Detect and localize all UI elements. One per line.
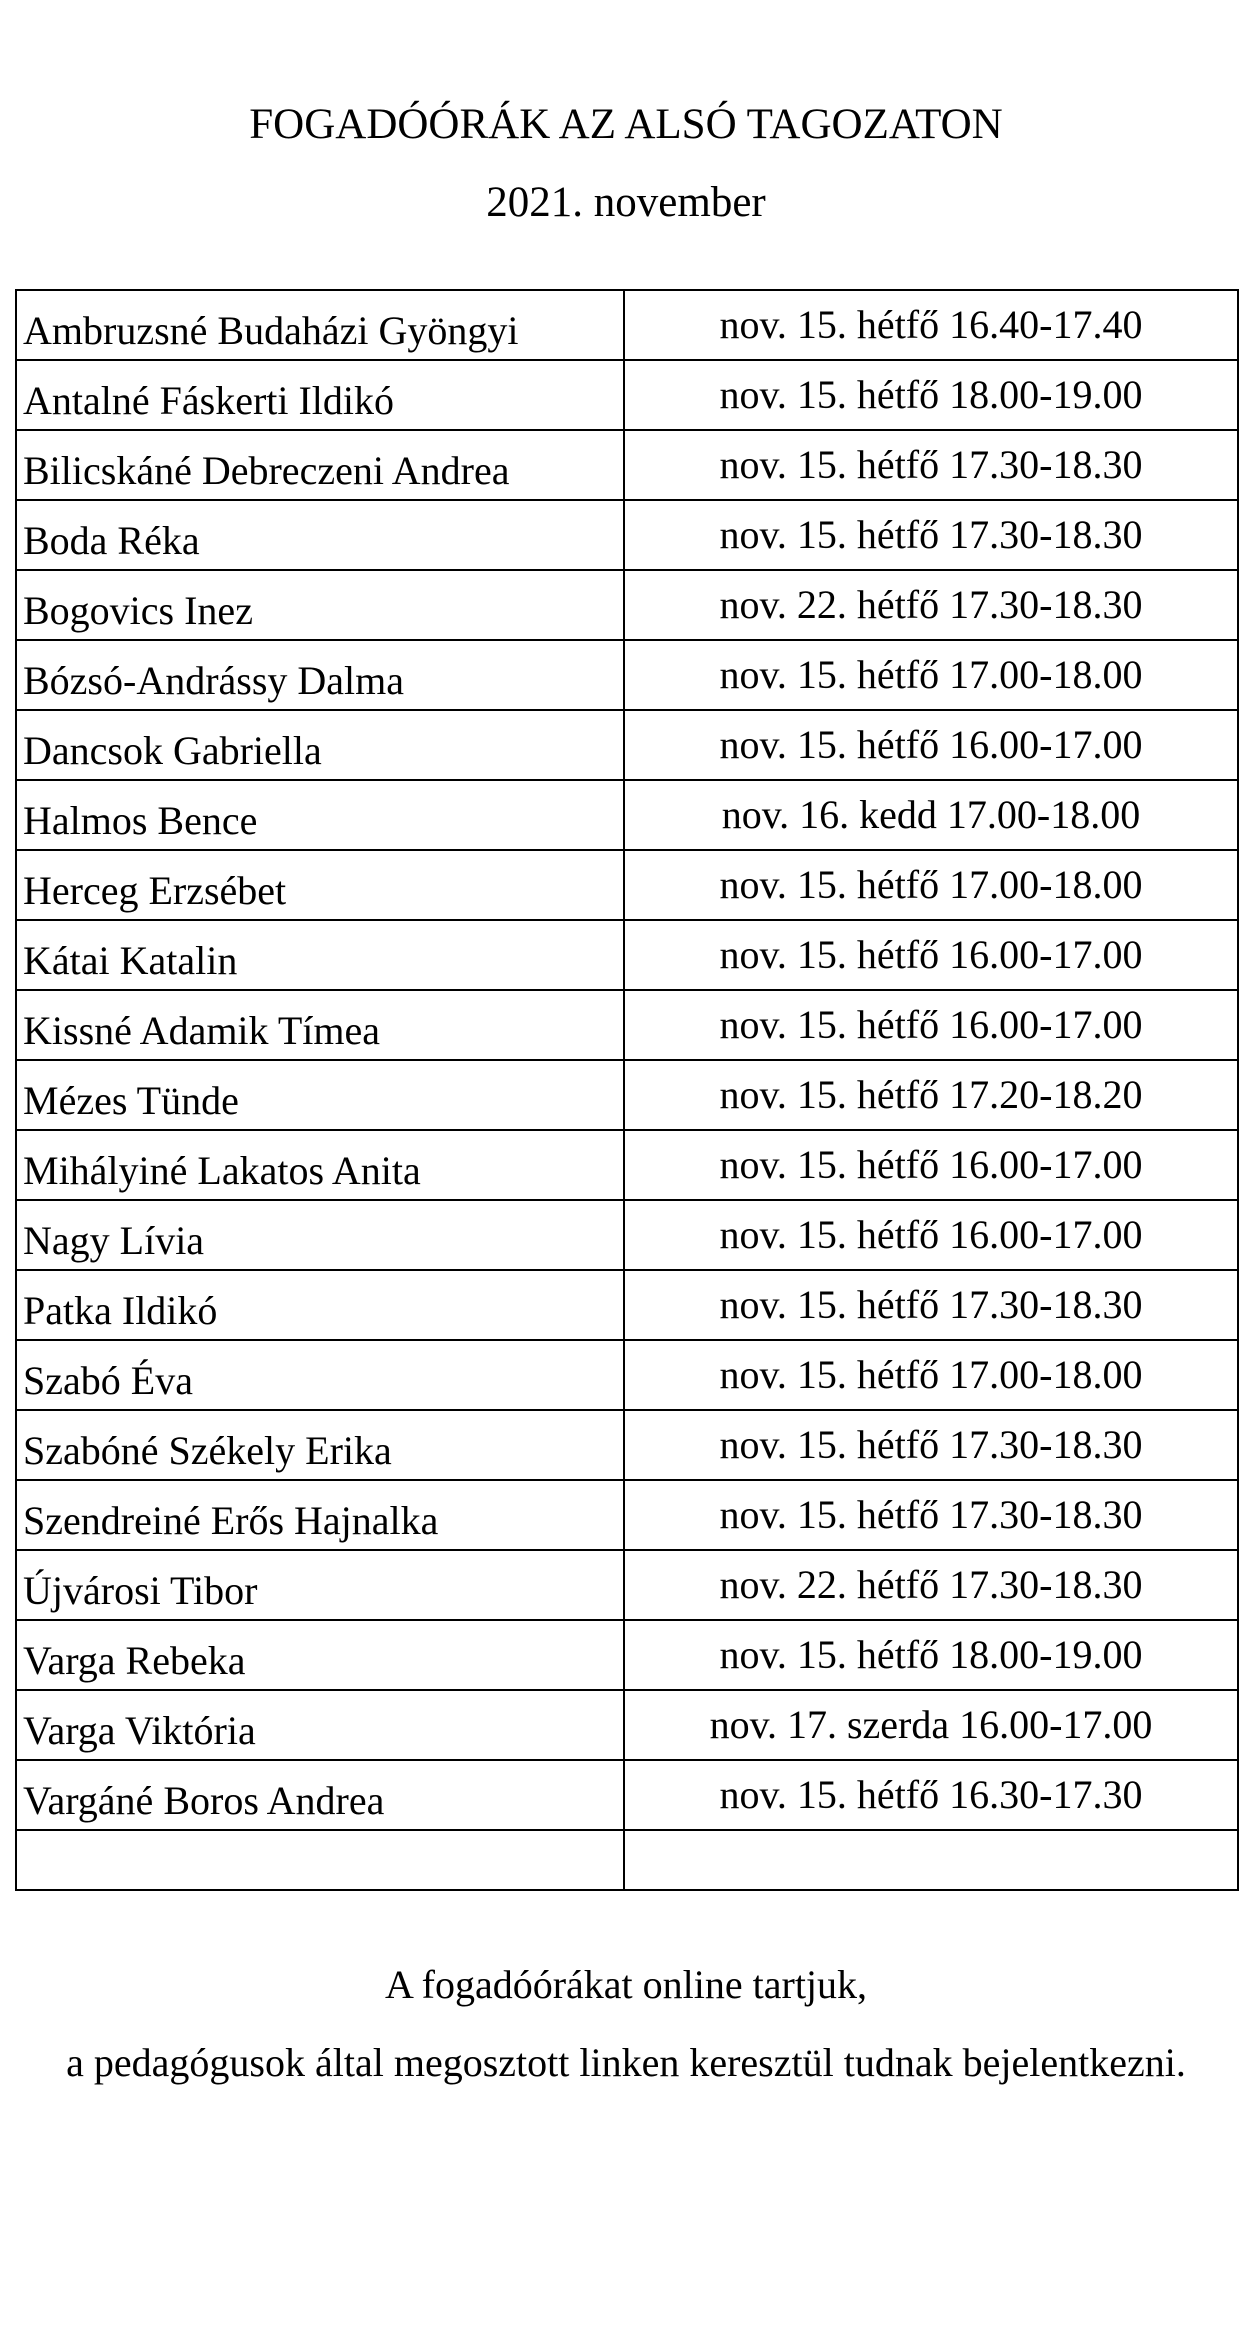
office-hour-time: nov. 15. hétfő 17.00-18.00 [624,1340,1238,1410]
table-row [16,920,1238,990]
office-hour-time: nov. 15. hétfő 17.00-18.00 [624,640,1238,710]
office-hour-time: nov. 15. hétfő 16.00-17.00 [624,1200,1238,1270]
office-hour-time: nov. 15. hétfő 16.40-17.40 [624,290,1238,360]
table-row [16,1480,1238,1550]
teacher-name: Varga Viktória [16,1690,624,1760]
table-row [16,1410,1238,1480]
table-row [16,570,1238,640]
office-hour-time: nov. 15. hétfő 16.00-17.00 [624,990,1238,1060]
teacher-name: Varga Rebeka [16,1620,624,1690]
teacher-name: Mihályiné Lakatos Anita [16,1130,624,1200]
table-row [16,360,1238,430]
teacher-name: Herceg Erzsébet [16,850,624,920]
teacher-name: Halmos Bence [16,780,624,850]
table-row [16,780,1238,850]
empty-cell [624,1830,1238,1890]
office-hour-time: nov. 16. kedd 17.00-18.00 [624,780,1238,850]
table-row [16,640,1238,710]
table-row [16,1760,1238,1830]
teacher-name: Vargáné Boros Andrea [16,1760,624,1830]
office-hour-time: nov. 15. hétfő 18.00-19.00 [624,1620,1238,1690]
teacher-name: Bilicskáné Debreczeni Andrea [16,430,624,500]
table-row [16,710,1238,780]
teacher-name: Nagy Lívia [16,1200,624,1270]
office-hour-time: nov. 22. hétfő 17.30-18.30 [624,570,1238,640]
office-hour-time: nov. 15. hétfő 17.20-18.20 [624,1060,1238,1130]
office-hour-time: nov. 15. hétfő 17.30-18.30 [624,500,1238,570]
document-title: FOGADÓÓRÁK AZ ALSÓ TAGOZATON [249,101,1003,148]
table-row [16,1270,1238,1340]
table-row [16,290,1238,360]
table-row [16,850,1238,920]
teacher-name: Bózsó-Andrássy Dalma [16,640,624,710]
office-hour-time: nov. 15. hétfő 16.00-17.00 [624,920,1238,990]
document-subtitle: 2021. november [486,179,766,226]
office-hour-time: nov. 15. hétfő 17.30-18.30 [624,1410,1238,1480]
empty-cell [16,1830,624,1890]
office-hour-time: nov. 15. hétfő 16.00-17.00 [624,710,1238,780]
schedule-table [15,289,1239,1891]
table-row [16,1200,1238,1270]
teacher-name: Kissné Adamik Tímea [16,990,624,1060]
table-row [16,430,1238,500]
teacher-name: Dancsok Gabriella [16,710,624,780]
office-hour-time: nov. 15. hétfő 16.00-17.00 [624,1130,1238,1200]
teacher-name: Patka Ildikó [16,1270,624,1340]
footer-note-line-1: A fogadóórákat online tartjuk, [384,1962,868,2007]
table-row [16,1620,1238,1690]
office-hour-time: nov. 15. hétfő 18.00-19.00 [624,360,1238,430]
teacher-name: Antalné Fáskerti Ildikó [16,360,624,430]
teacher-name: Bogovics Inez [16,570,624,640]
empty-table-row [16,1830,1238,1890]
table-row [16,1690,1238,1760]
office-hour-time: nov. 17. szerda 16.00-17.00 [624,1690,1238,1760]
office-hour-time: nov. 15. hétfő 17.00-18.00 [624,850,1238,920]
table-row [16,1060,1238,1130]
teacher-name: Szabóné Székely Erika [16,1410,624,1480]
teacher-name: Szabó Éva [16,1340,624,1410]
table-row [16,1130,1238,1200]
office-hour-time: nov. 22. hétfő 17.30-18.30 [624,1550,1238,1620]
teacher-name: Mézes Tünde [16,1060,624,1130]
office-hour-time: nov. 15. hétfő 16.30-17.30 [624,1760,1238,1830]
schedule-table-body [16,290,1238,1890]
teacher-name: Boda Réka [16,500,624,570]
table-row [16,1550,1238,1620]
teacher-name: Ambruzsné Budaházi Gyöngyi [16,290,624,360]
table-row [16,500,1238,570]
teacher-name: Újvárosi Tibor [16,1550,624,1620]
office-hour-time: nov. 15. hétfő 17.30-18.30 [624,1270,1238,1340]
footer-note-line-2: a pedagógusok által megosztott linken keresztül tudnak bejelentkezni. [66,2040,1186,2085]
teacher-name: Szendreiné Erős Hajnalka [16,1480,624,1550]
table-row [16,990,1238,1060]
office-hour-time: nov. 15. hétfő 17.30-18.30 [624,1480,1238,1550]
table-row [16,1340,1238,1410]
teacher-name: Kátai Katalin [16,920,624,990]
office-hour-time: nov. 15. hétfő 17.30-18.30 [624,430,1238,500]
